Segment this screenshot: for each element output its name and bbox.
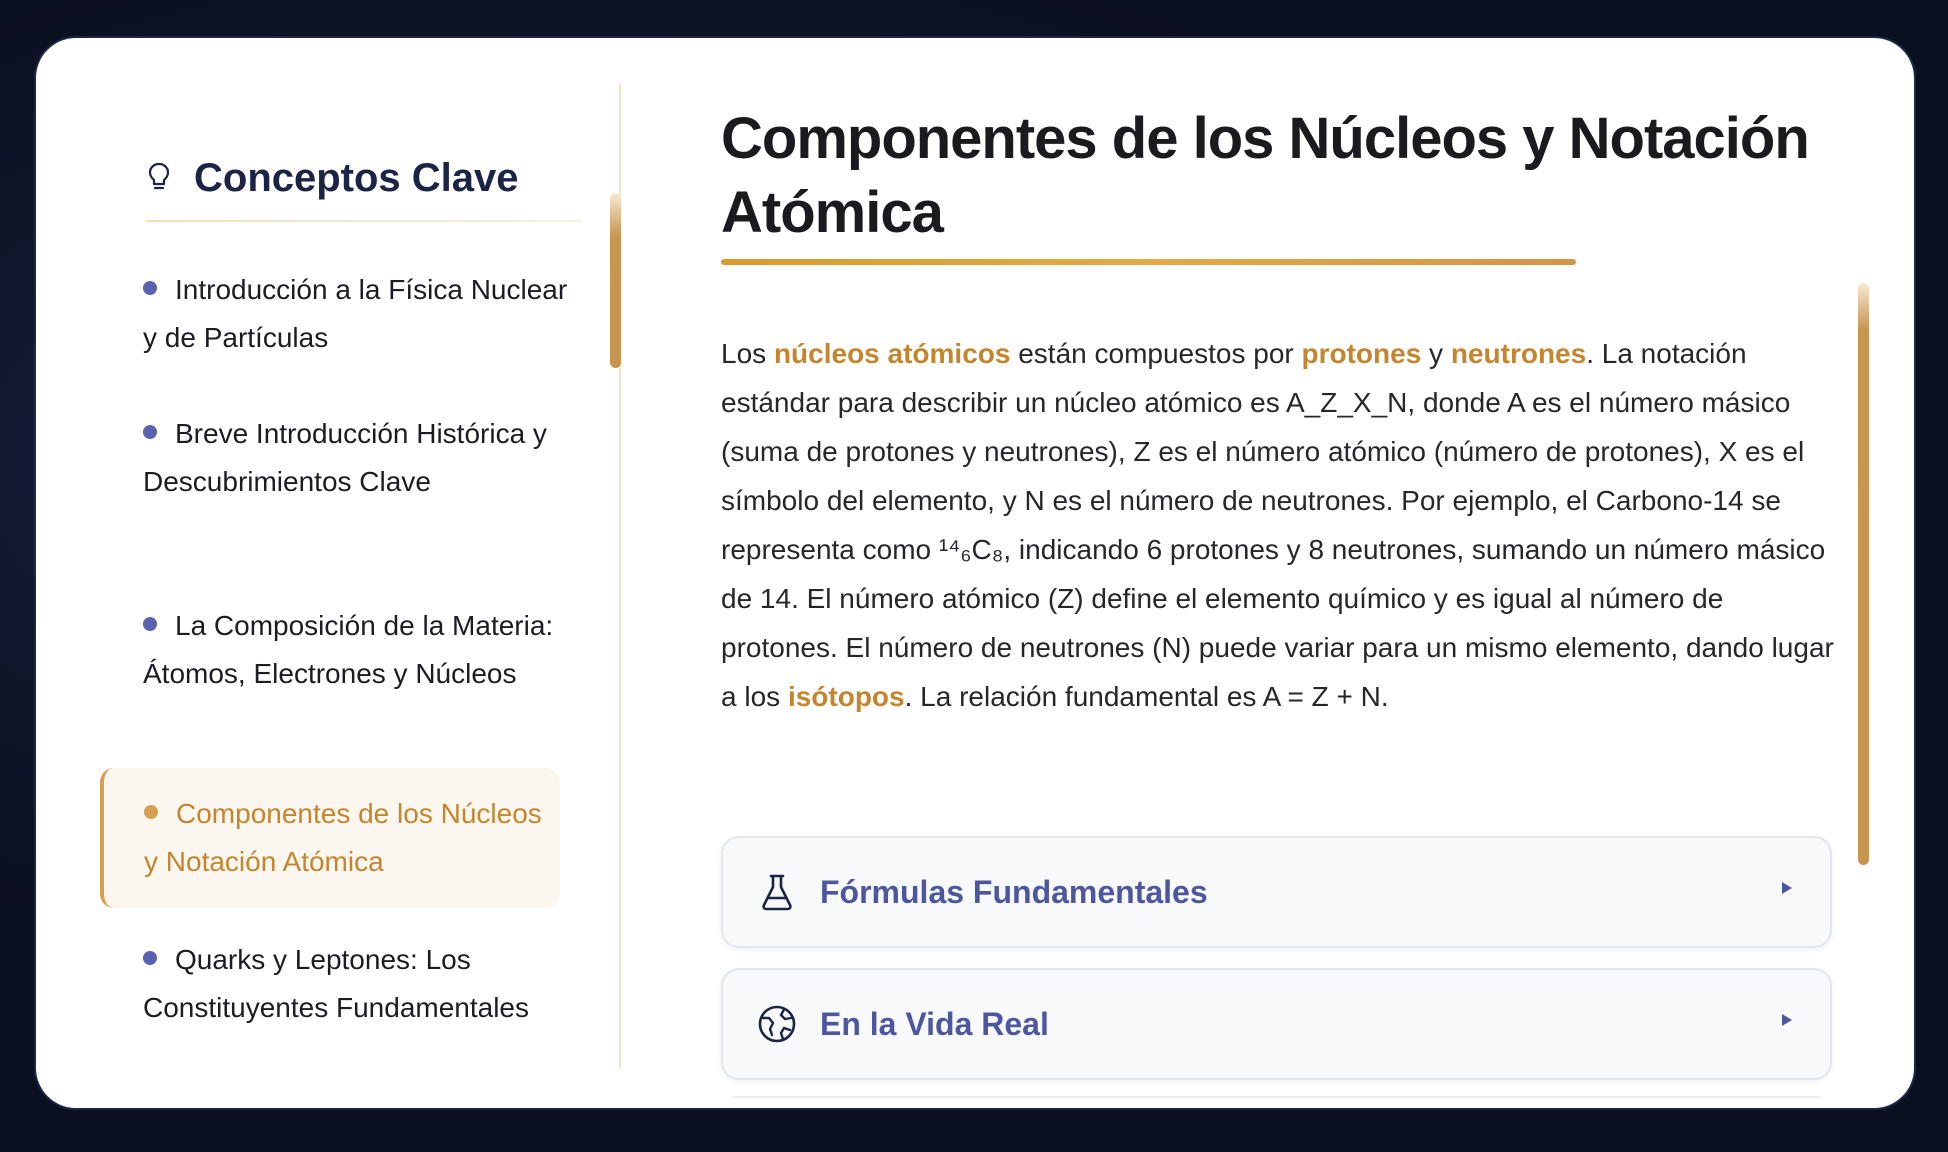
body-paragraph [721, 329, 1846, 721]
next-section-edge [732, 1096, 1822, 1098]
main-content [620, 38, 1914, 1108]
sidebar-item-label: Componentes de los Núcleos y Notación Atómica [144, 798, 542, 877]
expand-arrow-icon [1782, 882, 1792, 894]
keyword-isotopos: isótopos [787, 681, 905, 712]
flask-icon [757, 872, 797, 912]
accordion-label: En la Vida Real [820, 1006, 1049, 1042]
bullet-dot [143, 951, 157, 965]
bullet-dot [144, 805, 158, 819]
sidebar-item-historia[interactable] [102, 410, 596, 506]
sidebar-item-label: Introducción a la Física Nuclear y de Partículas [143, 274, 568, 353]
concepts-list [36, 38, 620, 1108]
sidebar-item-label: Quarks y Leptones: Los Constituyentes Fundamentales [143, 944, 529, 1023]
sidebar-item-introduccion[interactable] [102, 266, 596, 362]
sidebar [36, 38, 620, 1108]
accordion-vida-real[interactable] [721, 968, 1832, 1080]
expand-arrow-icon [1782, 1014, 1792, 1026]
body-text-segment: . La notación estándar para describir un núcleo atómico es A_Z_X_N, donde A es el número másico (suma de protones y neutrones), Z es el número atómico (número de protones), X es el símbolo del elemento, y N es el número de neutrones. Por ejemplo, el Carbono-14 se representa como ¹⁴₆C₈, indicando 6 protones y 8 neutrones, sumando un número másico de 14. El número atómico (Z) define el elemento químico y es igual al número de protones. El número de neutrones (N) puede variar para un mismo elemento, dando lugar a los [721, 338, 1834, 712]
bullet-dot [143, 617, 157, 631]
main-scrollbar[interactable] [1858, 283, 1869, 865]
sidebar-title: Conceptos Clave [194, 156, 519, 200]
body-text-segment: Los [721, 338, 774, 369]
globe-icon [757, 1004, 797, 1044]
bullet-dot [143, 281, 157, 295]
accordion-label: Fórmulas Fundamentales [820, 874, 1208, 910]
keyword-neutrones: neutrones [1450, 338, 1587, 369]
keyword-protones: protones [1301, 338, 1422, 369]
body-text-segment: están compuestos por [1010, 338, 1302, 369]
body-text-segment: . La relación fundamental es A = Z + N. [904, 681, 1389, 712]
sidebar-item-label: Breve Introducción Histórica y Descubrimientos Clave [143, 418, 547, 497]
sidebar-item-composicion[interactable] [102, 602, 596, 698]
keyword-nucleos-atomicos: núcleos atómicos [773, 338, 1011, 369]
title-underline [721, 259, 1576, 265]
sidebar-item-label: La Composición de la Materia: Átomos, Electrones y Núcleos [143, 610, 554, 689]
accordion-formulas[interactable] [721, 836, 1832, 948]
body-text-segment: y [1421, 338, 1451, 369]
content-card [36, 38, 1914, 1108]
sidebar-item-componentes-active[interactable] [100, 768, 560, 908]
bullet-dot [143, 425, 157, 439]
sidebar-item-quarks[interactable] [102, 936, 596, 1032]
page-title: Componentes de los Núcleos y Notación Atómica [721, 106, 1809, 245]
